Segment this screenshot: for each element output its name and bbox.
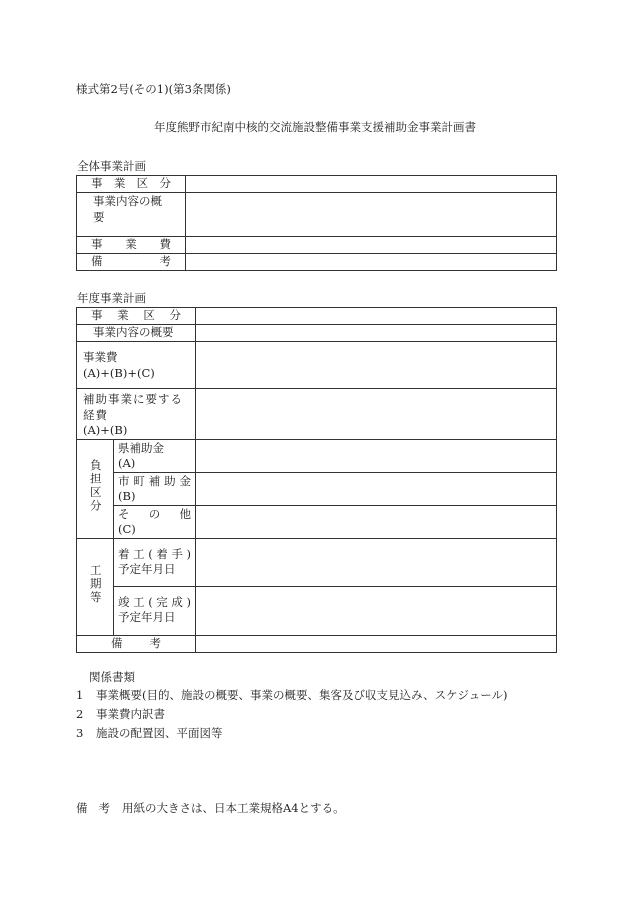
item-number: 2 xyxy=(76,707,84,721)
list-item xyxy=(76,686,507,705)
end-label: 竣工(完成) xyxy=(118,594,191,609)
value-end-date[interactable] xyxy=(196,586,557,635)
list-item xyxy=(76,724,507,743)
value-city-subsidy[interactable] xyxy=(196,472,557,505)
subsidy-cost-label: 補助事業に要する経費 xyxy=(83,392,183,422)
cost-label: 事業費 xyxy=(83,350,118,364)
remark-text: 用紙の大きさは、日本工業規格A4とする。 xyxy=(122,801,345,815)
city-subsidy-label: 市町補助金 xyxy=(118,473,191,488)
value-remarks[interactable] xyxy=(186,254,557,271)
value-cost[interactable] xyxy=(196,342,557,389)
label-remarks: 備考 xyxy=(77,254,186,271)
value-summary[interactable] xyxy=(186,193,557,237)
list-item xyxy=(76,705,507,724)
label-remarks: 備考 xyxy=(77,635,196,652)
overall-plan-heading: 全体事業計画 xyxy=(77,159,146,173)
form-number: 様式第2号(その1)(第3条関係) xyxy=(76,82,231,96)
overall-plan-table xyxy=(76,175,557,271)
value-other[interactable] xyxy=(196,505,557,538)
label-other xyxy=(114,505,196,538)
burden-group-label: 負担区分 xyxy=(77,439,114,538)
value-cost[interactable] xyxy=(186,237,557,254)
item-text: 施設の配置図、平面図等 xyxy=(96,726,223,740)
item-text: 事業費内訳書 xyxy=(96,707,165,721)
footer-remark xyxy=(76,801,345,817)
pref-subsidy-label: 県補助金 xyxy=(118,440,164,455)
related-docs-heading: 関係書類 xyxy=(89,670,135,684)
value-pref-subsidy[interactable] xyxy=(196,439,557,472)
label-summary: 事業内容の概要 xyxy=(77,193,186,237)
label-category: 事業区分 xyxy=(77,308,196,325)
value-start-date[interactable] xyxy=(196,538,557,586)
subsidy-cost-formula: (A)+(B) xyxy=(83,423,128,438)
value-category[interactable] xyxy=(196,308,557,325)
schedule-group-label: 工期等 xyxy=(77,538,114,635)
label-start xyxy=(114,538,196,586)
item-number: 3 xyxy=(76,726,84,740)
other-code: (C) xyxy=(118,522,136,537)
related-docs-list xyxy=(76,686,507,743)
start-date-label: 予定年月日 xyxy=(118,562,176,577)
value-remarks[interactable] xyxy=(196,635,557,652)
end-date-label: 予定年月日 xyxy=(118,610,176,625)
annual-plan-table xyxy=(76,307,557,653)
label-pref-subsidy xyxy=(114,439,196,472)
label-end xyxy=(114,586,196,635)
annual-plan-heading: 年度事業計画 xyxy=(77,291,146,305)
value-category[interactable] xyxy=(186,176,557,193)
label-cost xyxy=(77,342,196,389)
label-summary: 事業内容の概要 xyxy=(77,325,196,342)
item-number: 1 xyxy=(76,688,84,702)
label-cost: 事業費 xyxy=(77,237,186,254)
label-category: 事業区分 xyxy=(77,176,186,193)
value-subsidy-cost[interactable] xyxy=(196,389,557,440)
other-label: その他 xyxy=(118,506,191,521)
item-text: 事業概要(目的、施設の概要、事業の概要、集客及び収支見込み、スケジュール) xyxy=(96,688,508,702)
pref-subsidy-code: (A) xyxy=(118,456,136,471)
document-title: 年度熊野市紀南中核的交流施設整備事業支援補助金事業計画書 xyxy=(154,120,476,134)
label-subsidy-cost xyxy=(77,389,196,440)
city-subsidy-code: (B) xyxy=(118,489,136,504)
remark-label: 備考 xyxy=(76,801,110,815)
cost-formula: (A)+(B)+(C) xyxy=(83,365,155,380)
value-summary[interactable] xyxy=(196,325,557,342)
start-label: 着工(着手) xyxy=(118,546,191,561)
label-city-subsidy xyxy=(114,472,196,505)
